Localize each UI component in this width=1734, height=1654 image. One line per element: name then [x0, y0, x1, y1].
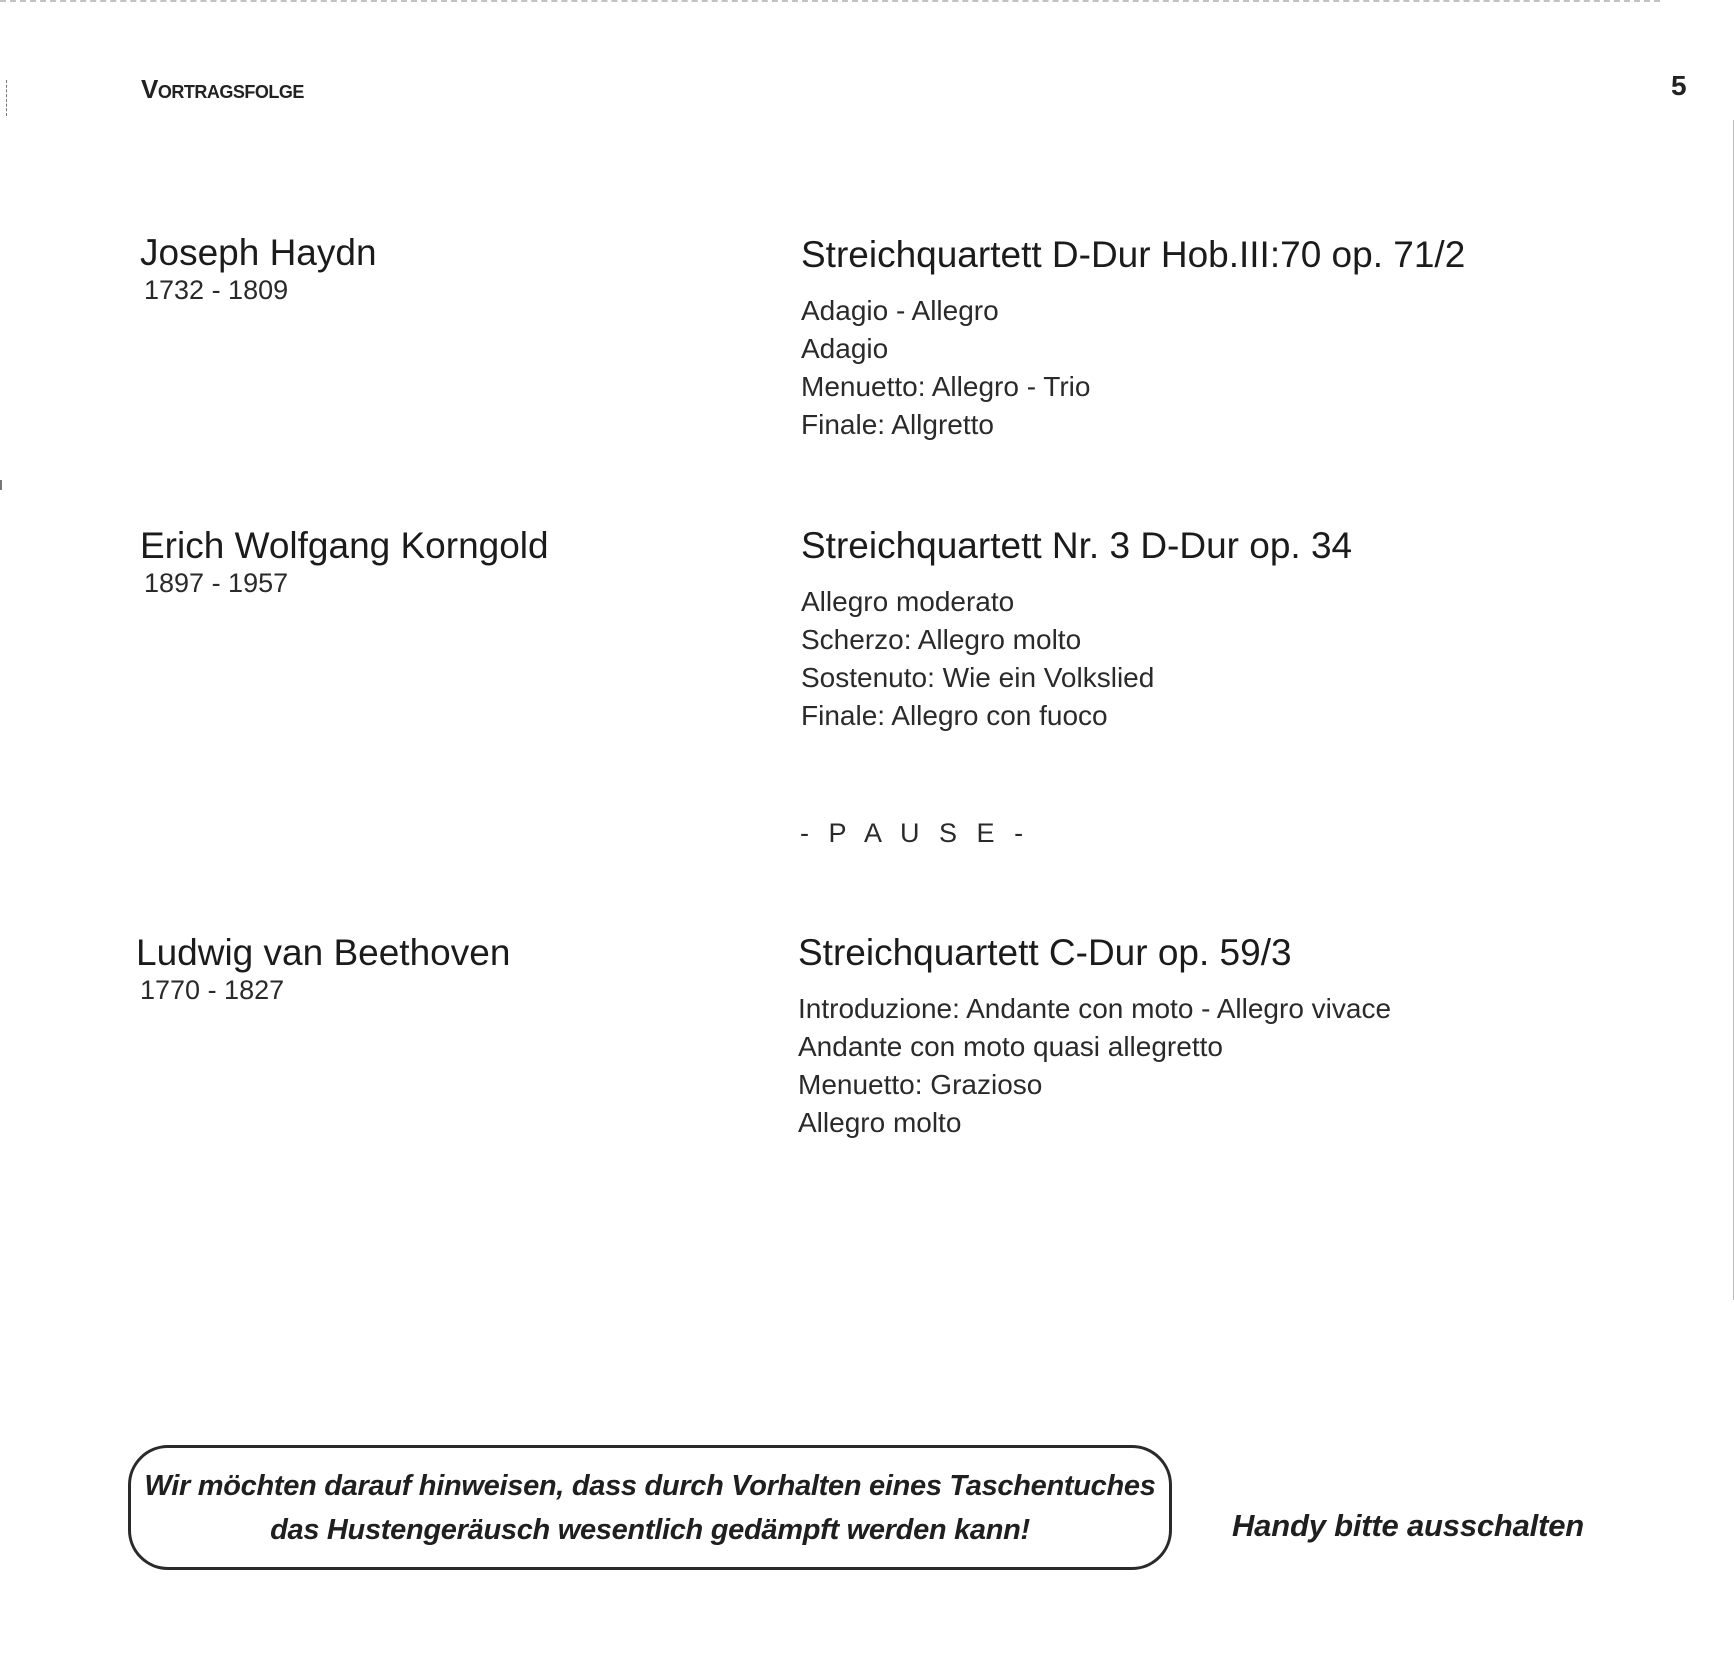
movement-item: Menuetto: Allegro - Trio [801, 371, 1091, 402]
composer-name: Erich Wolfgang Korngold [140, 525, 549, 566]
composer-name: Ludwig van Beethoven [136, 932, 511, 973]
section-title: Vortragsfolge [141, 74, 304, 104]
movement-item: Scherzo: Allegro molto [801, 624, 1082, 655]
phone-off-note: Handy bitte ausschalten [1232, 1508, 1584, 1543]
composer-name: Joseph Haydn [140, 232, 377, 273]
movement-item: Finale: Allgretto [801, 409, 994, 440]
page-number: 5 [1671, 70, 1687, 101]
handkerchief-notice-box [128, 1445, 1172, 1570]
movement-item: Introduzione: Andante con moto - Allegro vivace [798, 993, 1392, 1024]
composer-years: 1732 - 1809 [144, 275, 289, 305]
left-edge-tick [0, 480, 2, 490]
work-block-korngold [801, 525, 1352, 735]
movement-item: Sostenuto: Wie ein Volkslied [801, 662, 1155, 693]
movement-item: Allegro molto [798, 1107, 962, 1138]
movement-item: Andante con moto quasi allegretto [798, 1031, 1223, 1062]
notice-line-2: das Hustengeräusch wesentlich gedämpft werden kann! [270, 1513, 1030, 1546]
work-block-haydn [801, 234, 1465, 444]
notice-line-1: Wir möchten darauf hinweisen, dass durch Vorhalten eines Taschentuches [144, 1469, 1156, 1502]
composer-years: 1770 - 1827 [140, 975, 285, 1005]
composer-years: 1897 - 1957 [144, 568, 289, 598]
movement-item: Adagio - Allegro [801, 295, 999, 326]
movement-item: Allegro moderato [801, 586, 1015, 617]
pause-label: - P A U S E - [800, 818, 1030, 848]
work-title: Streichquartett D-Dur Hob.III:70 op. 71/2 [801, 234, 1466, 275]
movement-item: Finale: Allegro con fuoco [801, 700, 1108, 731]
composer-block-beethoven [136, 932, 510, 1006]
work-title: Streichquartett Nr. 3 D-Dur op. 34 [801, 525, 1353, 566]
composer-block-korngold [140, 525, 549, 599]
work-title: Streichquartett C-Dur op. 59/3 [798, 932, 1292, 973]
movement-item: Adagio [801, 333, 889, 364]
movement-item: Menuetto: Grazioso [798, 1069, 1043, 1100]
work-block-beethoven [798, 932, 1391, 1142]
top-edge-rule [0, 0, 1660, 4]
left-edge-mark [6, 80, 7, 116]
composer-block-haydn [140, 232, 377, 306]
